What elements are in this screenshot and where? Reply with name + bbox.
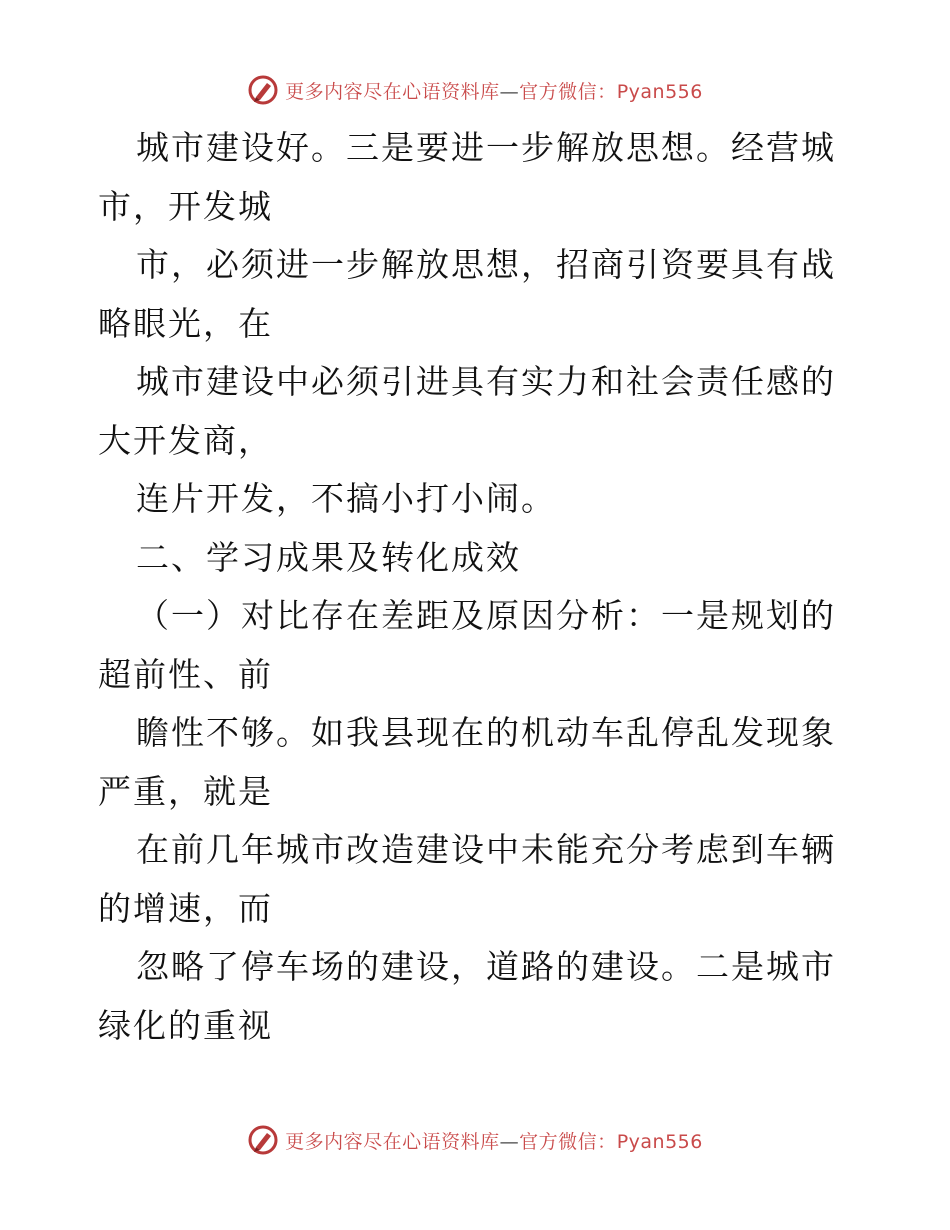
paragraph: 城市建设好。三是要进一步解放思想。经营城市，开发城: [98, 128, 836, 226]
footer-banner: [0, 1120, 950, 1160]
paragraph: 城市建设中必须引进具有实力和社会责任感的大开发商，: [98, 362, 836, 460]
section-heading: 二、学习成果及转化成效: [136, 537, 521, 577]
paragraph: 瞻性不够。如我县现在的机动车乱停乱发现象严重，就是: [98, 713, 836, 811]
paragraph: 在前几年城市改造建设中未能充分考虑到车辆的增速，而: [98, 830, 836, 928]
banner-wechat-label: 官方微信：: [519, 80, 617, 103]
banner-text: [285, 1127, 703, 1154]
banner-wechat-handle: Pyan556: [616, 80, 703, 103]
paragraph: 连片开发，不搞小打小闹。: [136, 479, 556, 518]
banner-wechat-label: 官方微信：: [519, 1130, 617, 1153]
banner-wechat-handle: Pyan556: [616, 1130, 703, 1153]
banner-separator: —: [499, 80, 520, 103]
banner-site-text: 更多内容尽在心语资料库: [285, 80, 500, 103]
banner-site-text: 更多内容尽在心语资料库: [285, 1130, 500, 1153]
paragraph: 市，必须进一步解放思想，招商引资要具有战略眼光，在: [98, 245, 836, 343]
paragraph: （一）对比存在差距及原因分析：一是规划的超前性、前: [98, 596, 836, 694]
pen-logo-icon: [247, 1124, 279, 1156]
pen-logo-icon: [247, 74, 279, 106]
paragraph: 忽略了停车场的建设，道路的建设。二是城市绿化的重视: [98, 947, 836, 1045]
banner-separator: —: [499, 1130, 520, 1153]
banner-text: [285, 77, 703, 104]
header-banner: [0, 70, 950, 110]
document-body: [98, 119, 858, 1055]
